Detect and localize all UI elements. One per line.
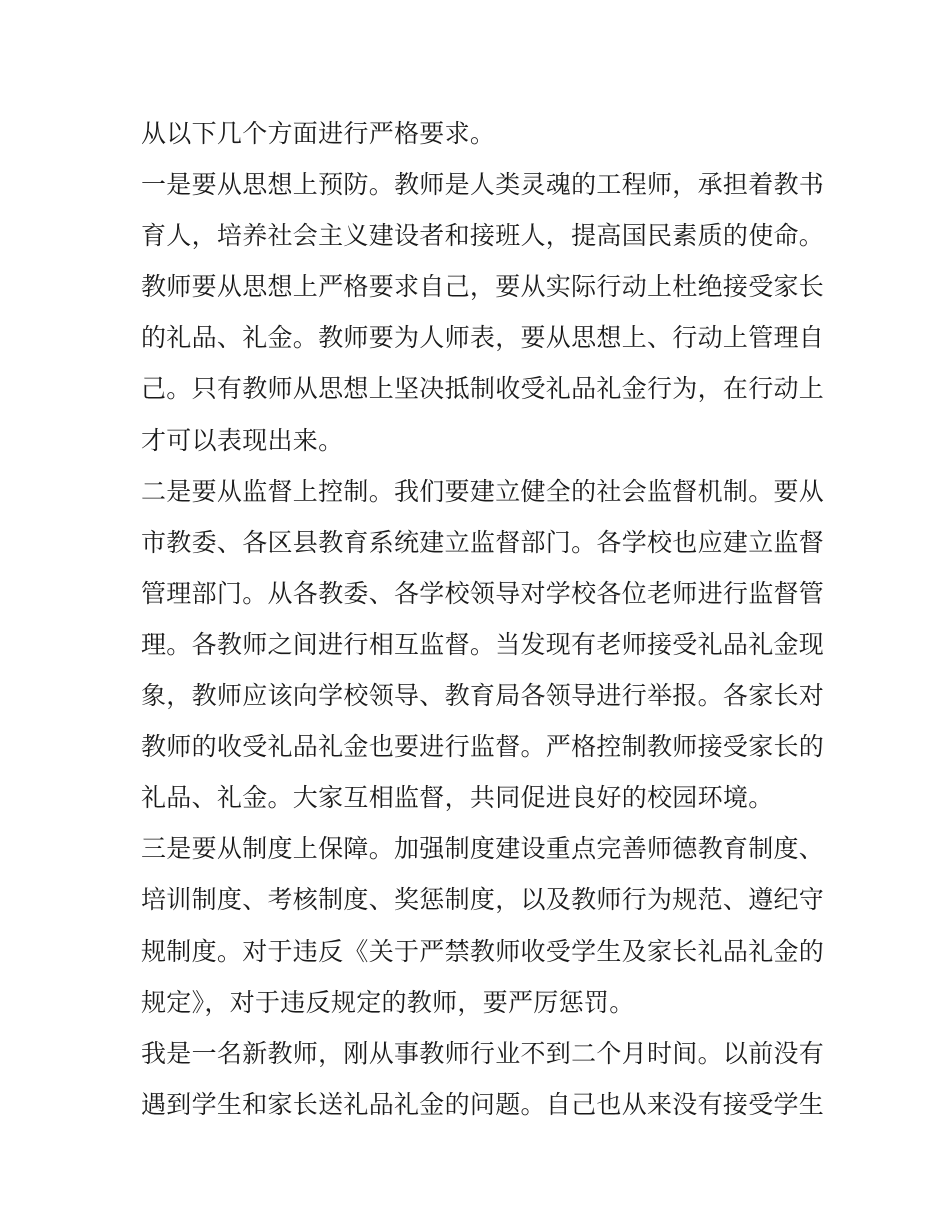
text-line: 教师要从思想上严格要求自己，要从实际行动上杜绝接受家长 <box>141 272 825 302</box>
text-line: 培训制度、考核制度、奖惩制度，以及教师行为规范、遵纪守 <box>141 885 825 915</box>
text-line: 从以下几个方面进行严格要求。 <box>141 119 496 148</box>
text-line: 的礼品、礼金。教师要为人师表，要从思想上、行动上管理自 <box>141 323 825 353</box>
text-line: 遇到学生和家长送礼品礼金的问题。自己也从来没有接受学生 <box>141 1089 825 1119</box>
text-line: 己。只有教师从思想上坚决抵制收受礼品礼金行为，在行动上 <box>141 374 825 404</box>
text-line: 教师的收受礼品礼金也要进行监督。严格控制教师接受家长的 <box>141 732 825 762</box>
text-line: 我是一名新教师，刚从事教师行业不到二个月时间。以前没有 <box>141 1038 825 1068</box>
text-line: 礼品、礼金。大家互相监督，共同促进良好的校园环境。 <box>141 783 774 813</box>
text-line: 规制度。对于违反《关于严禁教师收受学生及家长礼品礼金的 <box>141 936 825 966</box>
text-line: 育人，培养社会主义建设者和接班人，提高国民素质的使命。 <box>141 221 825 251</box>
text-line: 管理部门。从各教委、各学校领导对学校各位老师进行监督管 <box>141 578 825 608</box>
text-line: 二是要从监督上控制。我们要建立健全的社会监督机制。要从 <box>141 476 825 506</box>
text-line: 一是要从思想上预防。教师是人类灵魂的工程师，承担着教书 <box>141 170 825 200</box>
text-line: 三是要从制度上保障。加强制度建设重点完善师德教育制度、 <box>141 834 825 864</box>
document-body <box>141 108 825 1130</box>
text-line: 市教委、各区县教育系统建立监督部门。各学校也应建立监督 <box>141 527 825 557</box>
text-line: 才可以表现出来。 <box>141 425 344 455</box>
text-line: 规定》，对于违反规定的教师，要严厉惩罚。 <box>141 987 635 1017</box>
text-line: 象，教师应该向学校领导、教育局各领导进行举报。各家长对 <box>141 681 825 711</box>
text-line: 理。各教师之间进行相互监督。当发现有老师接受礼品礼金现 <box>141 629 825 659</box>
